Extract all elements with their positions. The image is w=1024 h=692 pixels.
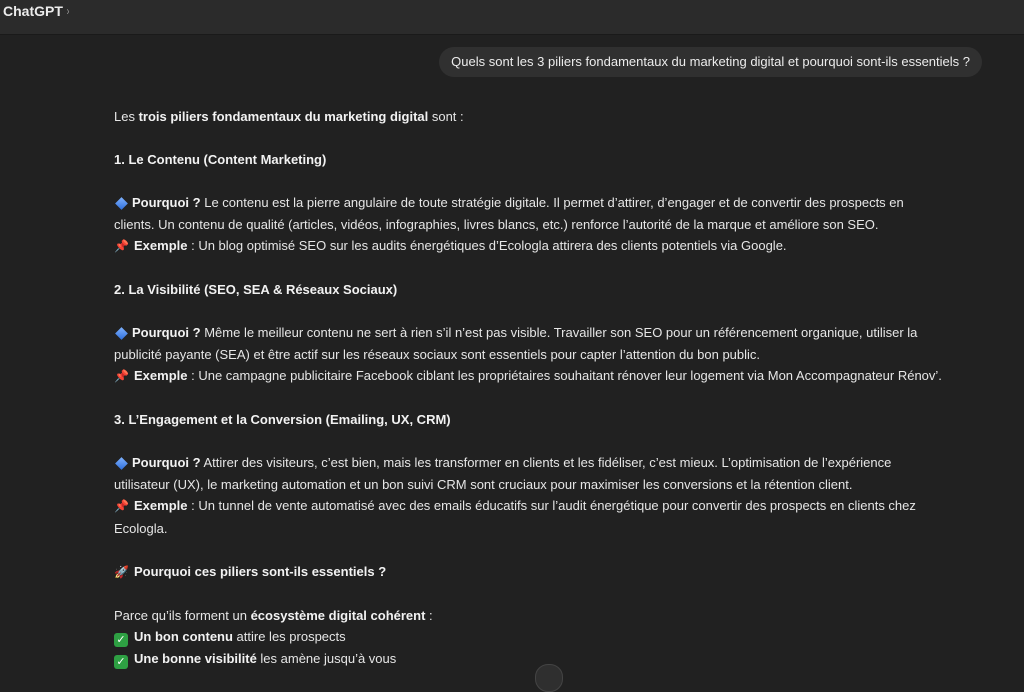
intro-line: Les trois piliers fondamentaux du marketing digital sont : (114, 109, 464, 124)
example-paragraph: 📌 Exemple : Un blog optimisé SEO sur les audits énergétiques d’Ecologla attirera des clients potentiels via Google. (114, 235, 944, 258)
example-paragraph: 📌 Exemple : Un tunnel de vente automatisé avec des emails éducatifs sur l’audit énergétique pour convertir des prospects en clients chez Ecologla. (114, 498, 916, 536)
rocket-icon: 🚀 (114, 564, 129, 579)
list-item: ✓ Une bonne visibilité les amène jusqu’à vous (114, 648, 944, 670)
pushpin-icon: 📌 (114, 499, 129, 513)
ecosystem-line: Parce qu’ils forment un écosystème digital cohérent : (114, 607, 433, 623)
small-blue-diamond-icon (115, 327, 128, 340)
section-heading: 1. Le Contenu (Content Marketing) (114, 152, 327, 167)
pushpin-icon: 📌 (114, 369, 129, 383)
chevron-right-icon: › (66, 4, 70, 18)
assistant-response (114, 106, 944, 669)
model-selector[interactable] (3, 3, 70, 19)
pushpin-icon: 📌 (114, 239, 129, 253)
app-title: ChatGPT (3, 3, 63, 19)
section-heading: 3. L’Engagement et la Conversion (Emailing, UX, CRM) (114, 412, 451, 427)
section-heading: 🚀 Pourquoi ces piliers sont-ils essentiels ? (114, 561, 944, 584)
section-heading: 2. La Visibilité (SEO, SEA & Réseaux Sociaux) (114, 282, 398, 297)
why-paragraph: Pourquoi ? Même le meilleur contenu ne sert à rien s’il n’est pas visible. Travailler son SEO pour un référencement organique, utiliser la publicité payante (SEA) et être actif sur les réseaux sociaux sont essentiels pour capter l’attention du bon public. (114, 325, 918, 362)
top-bar (0, 0, 1024, 35)
check-mark-icon: ✓ (114, 655, 128, 669)
user-message-bubble: Quels sont les 3 piliers fondamentaux du marketing digital et pourquoi sont-ils essentiels ? (439, 47, 982, 77)
check-mark-icon: ✓ (114, 633, 128, 647)
scroll-down-button[interactable] (535, 664, 563, 692)
example-paragraph: 📌 Exemple : Une campagne publicitaire Facebook ciblant les propriétaires souhaitant rénover leur logement via Mon Accompagnateur Rénov’. (114, 365, 944, 388)
list-item: ✓ Un bon contenu attire les prospects (114, 626, 944, 648)
why-paragraph: Pourquoi ? Le contenu est la pierre angulaire de toute stratégie digitale. Il permet d’attirer, d’engager et de convertir des prospects en clients. Un contenu de qualité (articles, vidéos, infographies, livres blancs, etc.) renforce l’autorité de la marque et améliore son SEO. (114, 195, 904, 232)
small-blue-diamond-icon (115, 457, 128, 470)
why-paragraph: Pourquoi ? Attirer des visiteurs, c’est bien, mais les transformer en clients et les fidéliser, c’est mieux. L’optimisation de l’expérience utilisateur (UX), le marketing automation et un bon suivi CRM sont cruciaux pour maximiser les conversions et la rétention client. (114, 455, 892, 492)
small-blue-diamond-icon (115, 197, 128, 210)
